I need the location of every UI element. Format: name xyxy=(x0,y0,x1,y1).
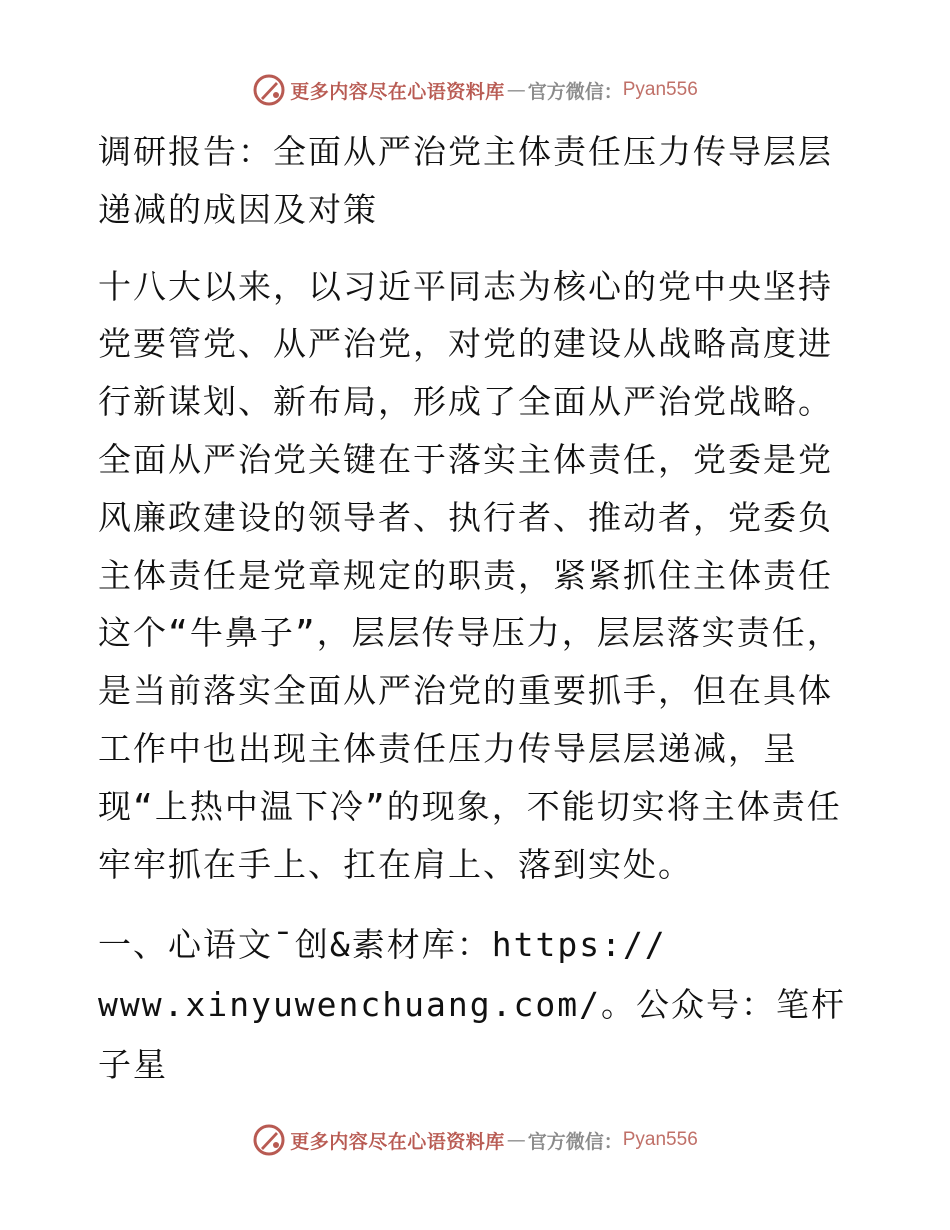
section-heading-line-1: 一、心语文¯创&素材库：https:// xyxy=(98,925,667,965)
banner-wechat-id: Pyan556 xyxy=(622,1129,698,1150)
banner-wechat-id: Pyan556 xyxy=(622,79,698,100)
header-watermark-banner xyxy=(0,70,950,110)
footer-watermark-banner xyxy=(0,1120,950,1160)
intro-paragraph: 十八大以来，以习近平同志为核心的党中央坚持党要管党、从严治党，对党的建设从战略高度进行新谋划、新布局，形成了全面从严治党战略。全面从严治党关键在于落实主体责任，党委是党风廉政建设的领导者、执行者、推动者，党委负主体责任是党章规定的职责，紧紧抓住主体责任这个“牛鼻子”，层层传导压力，层层落实责任，是当前落实全面从严治党的重要抓手，但在具体工作中也出现主体责任压力传导层层递减，呈现“上热中温下冷”的现象，不能切实将主体责任牢牢抓在手上、扛在肩上、落到实处。 xyxy=(98,266,842,884)
banner-separator: — xyxy=(506,1129,526,1151)
banner-text: 更多内容尽在心语资料库 xyxy=(290,1130,505,1153)
banner-wechat-label: 官方微信： xyxy=(527,1130,623,1153)
banner-wechat-label: 官方微信： xyxy=(527,80,623,103)
banner-separator: — xyxy=(506,79,526,101)
quill-seal-icon xyxy=(252,73,286,107)
document-body xyxy=(98,123,858,1095)
banner-text: 更多内容尽在心语资料库 xyxy=(290,80,505,103)
document-title: 调研报告：全面从严治党主体责任压力传导层层递减的成因及对策 xyxy=(98,132,833,229)
section-heading-line-2: www.xinyuwenchuang.com/。公众号：笔杆子星 xyxy=(98,985,846,1085)
quill-seal-icon xyxy=(252,1123,286,1157)
